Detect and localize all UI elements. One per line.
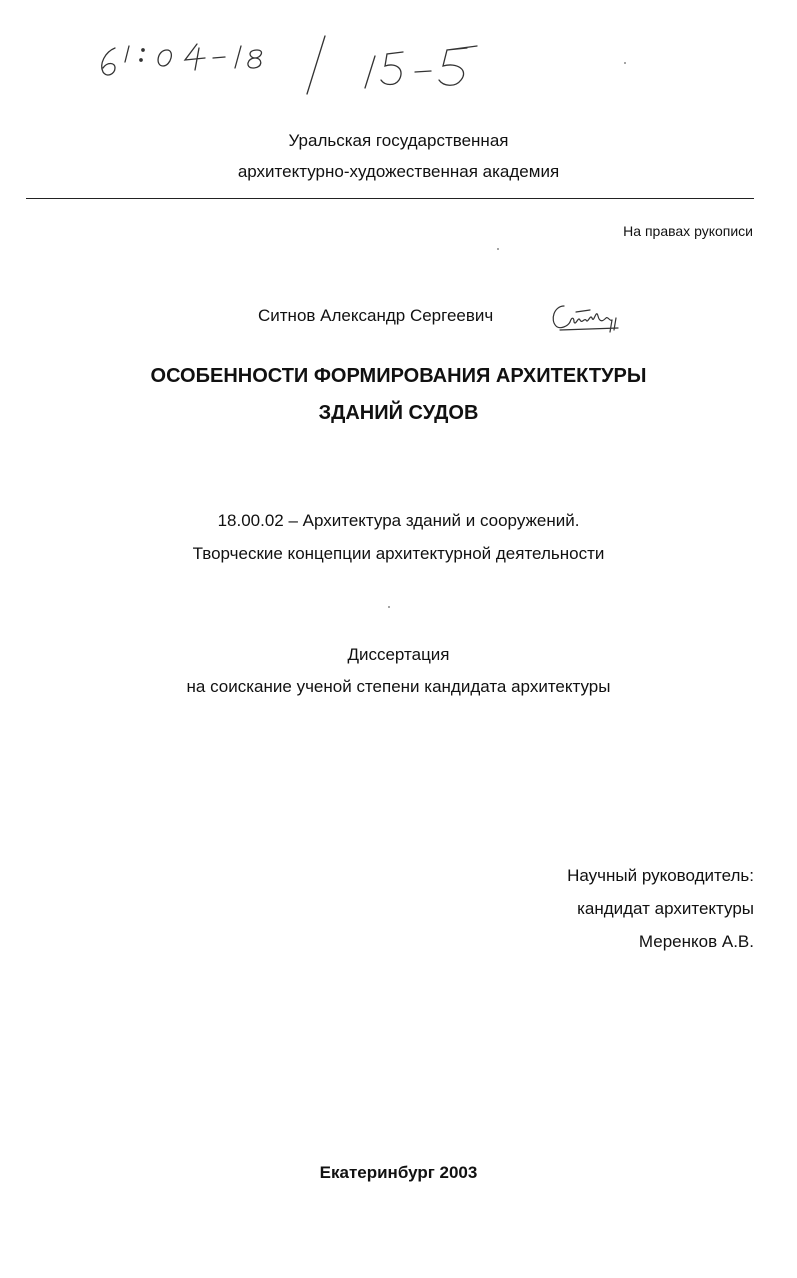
advisor-name: Меренков А.В. [638, 932, 754, 951]
author-signature [546, 296, 626, 336]
author-name: Ситнов Александр Сергеевич [258, 306, 494, 325]
advisor-label: Научный руководитель: [567, 866, 754, 885]
advisor-degree: кандидат архитектуры [577, 899, 754, 918]
degree-statement: на соискание ученой степени кандидата архитектуры [186, 677, 611, 696]
header-divider [26, 198, 754, 199]
handwritten-archive-note [85, 28, 505, 108]
institution-name-line-1: Уральская государственная [288, 131, 509, 150]
dissertation-title-line-2: ЗДАНИЙ СУДОВ [318, 402, 479, 424]
specialty-description-line: Творческие концепции архитектурной деятельности [192, 544, 605, 563]
scan-speck [497, 248, 499, 250]
institution-name-line-2: архитектурно-художественная академия [237, 162, 560, 181]
manuscript-rights-note: На правах рукописи [623, 223, 753, 239]
city-and-year: Екатеринбург 2003 [319, 1163, 478, 1182]
specialty-code-line: 18.00.02 – Архитектура зданий и сооружений. [217, 511, 580, 530]
scan-speck [624, 62, 626, 64]
document-type: Диссертация [347, 645, 450, 664]
scan-speck [388, 606, 390, 608]
dissertation-title-line-1: ОСОБЕННОСТИ ФОРМИРОВАНИЯ АРХИТЕКТУРЫ [150, 365, 647, 387]
